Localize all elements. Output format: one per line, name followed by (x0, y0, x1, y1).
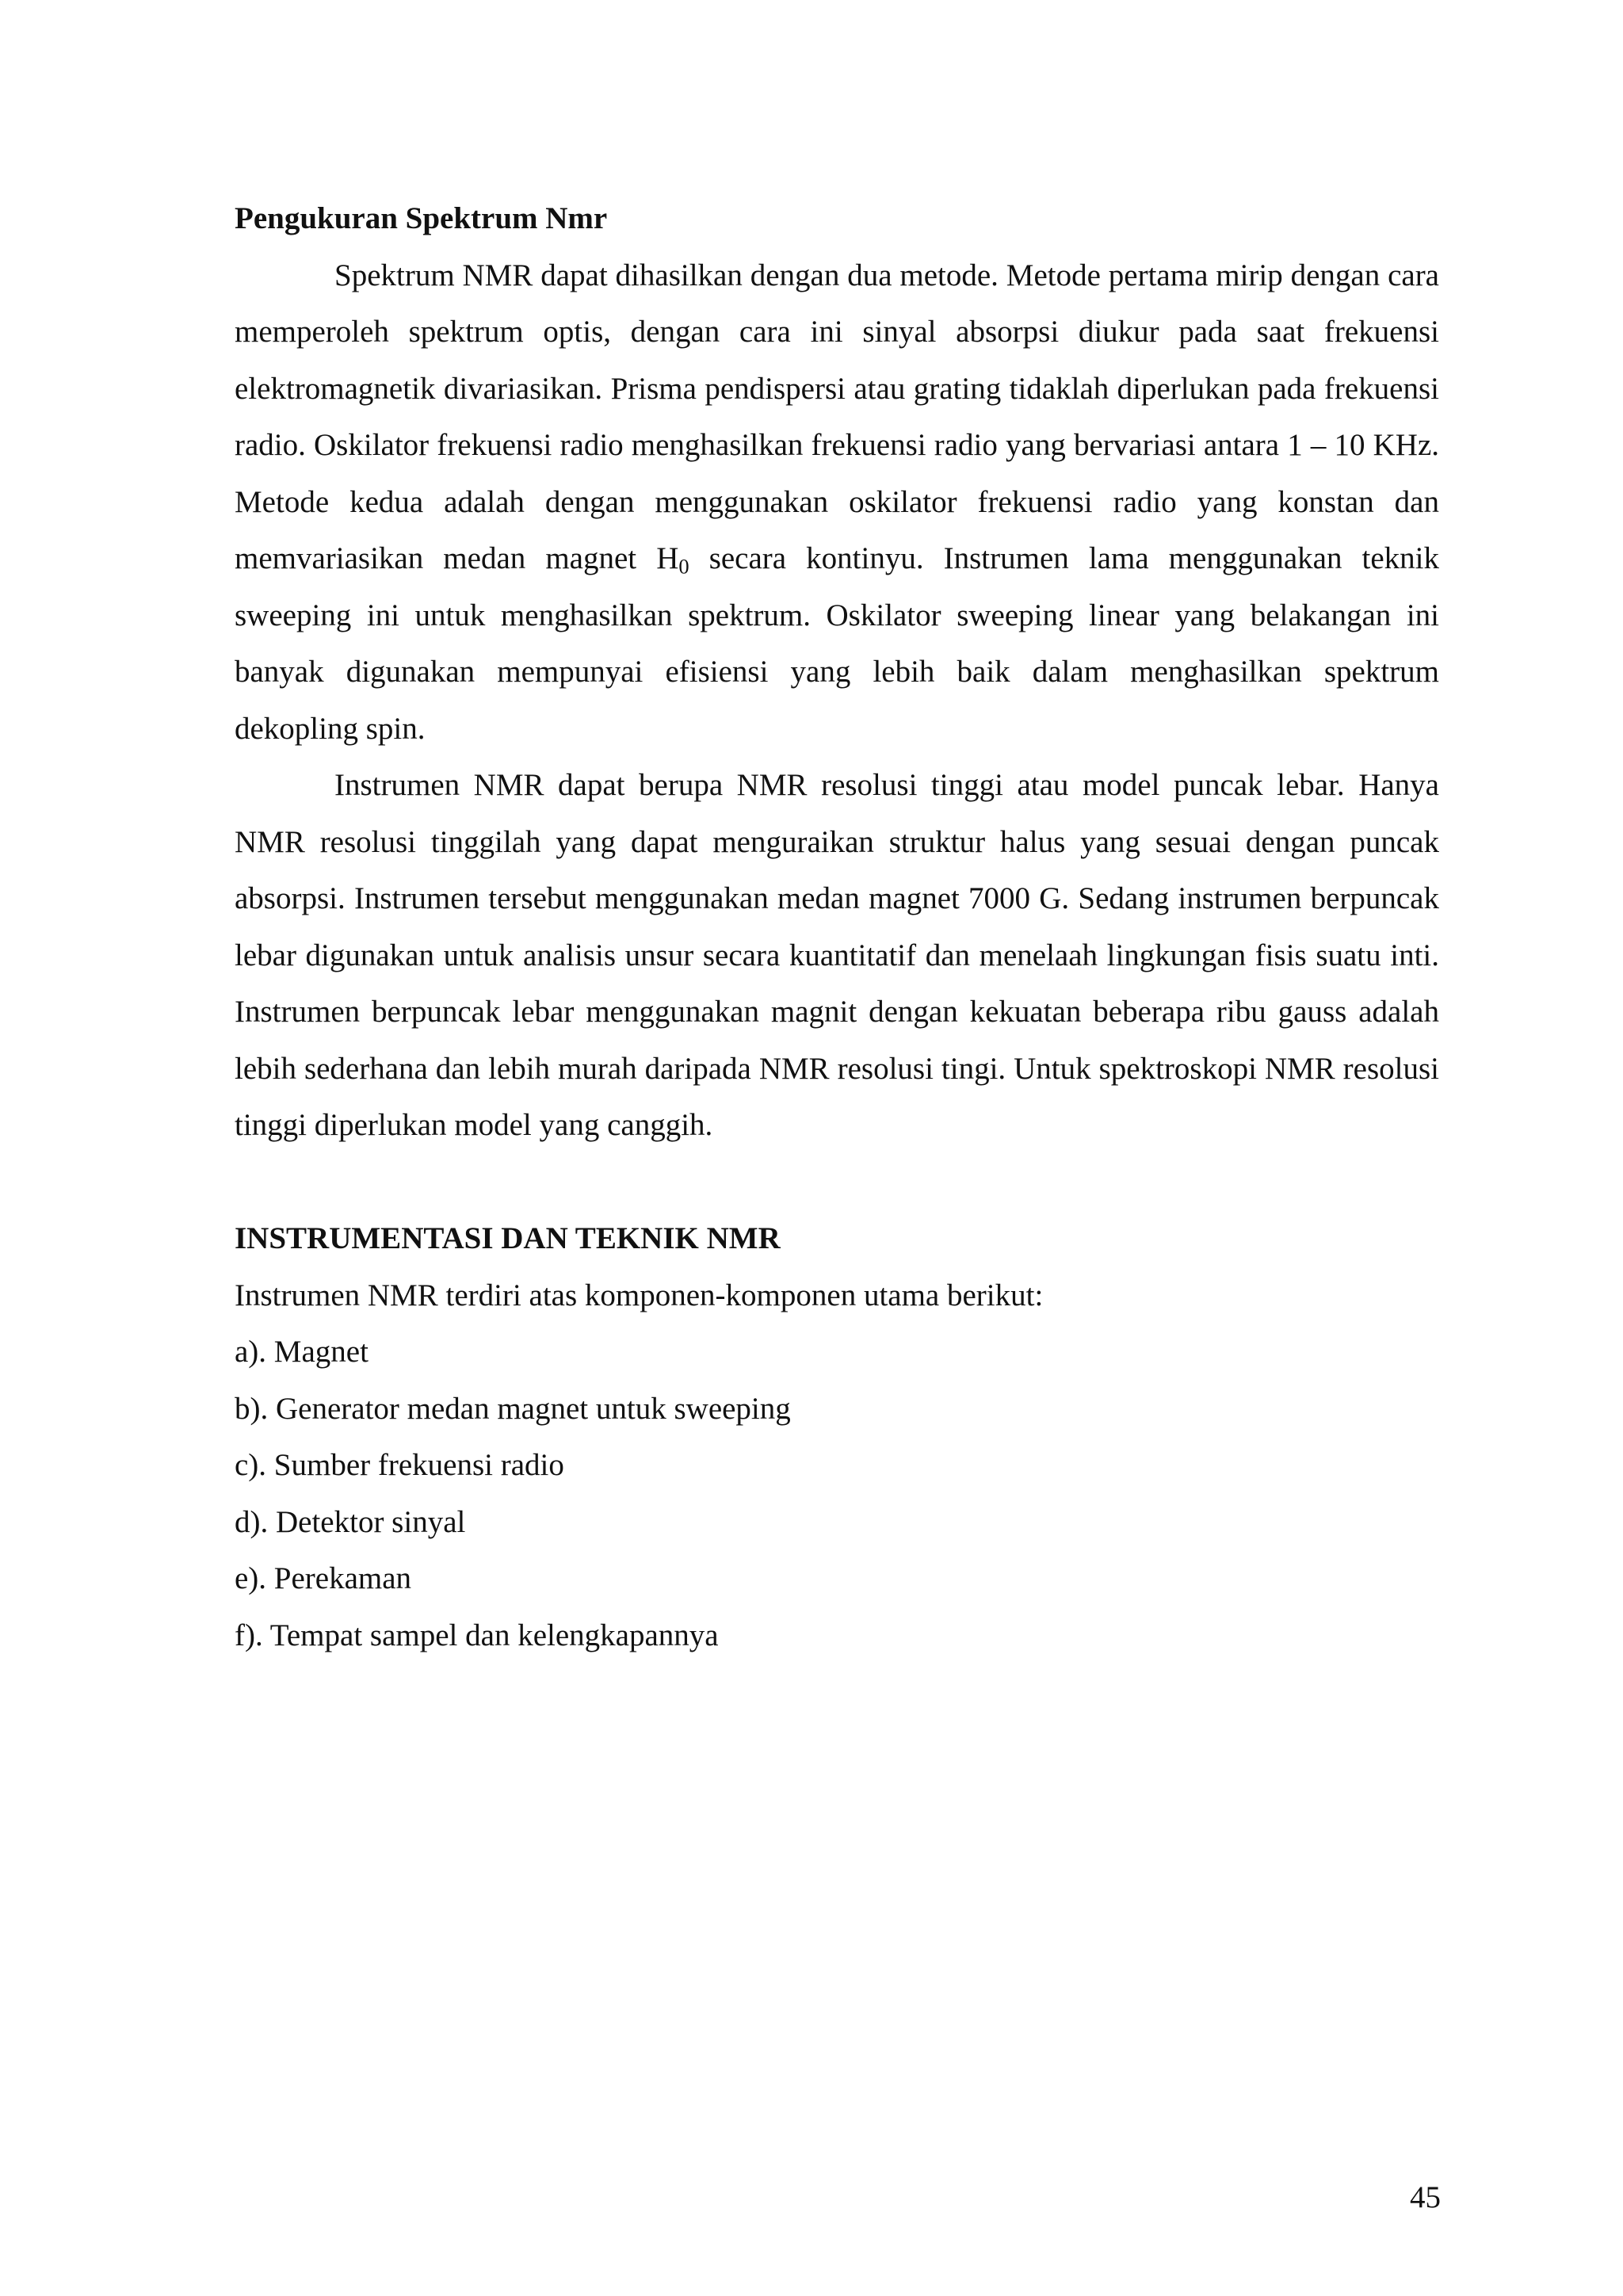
magnetic-field-symbol: H (656, 541, 679, 575)
list-item: f). Tempat sampel dan kelengkapannya (235, 1618, 719, 1652)
list-item: e). Perekaman (235, 1561, 412, 1595)
list-item: b). Generator medan magnet untuk sweeping (235, 1391, 791, 1426)
page-content (235, 190, 1439, 1664)
components-intro: Instrumen NMR terdiri atas komponen-komponen utama berikut: (235, 1278, 1044, 1312)
section-heading-pengukuran: Pengukuran Spektrum Nmr (235, 201, 608, 235)
list-item: c). Sumber frekuensi radio (235, 1448, 564, 1482)
paragraph-text-after-symbol: secara kontinyu. Instrumen lama menggunakan teknik sweeping ini untuk menghasilkan spektrum. Oskilator sweeping linear yang belakangan ini banyak digunakan mempunyai efisiensi yang lebih baik dalam menghasilkan spektrum dekopling spin. (235, 541, 1439, 746)
magnetic-field-subscript: 0 (678, 554, 689, 579)
page-number: 45 (1410, 2180, 1441, 2214)
section-heading-instrumentasi: INSTRUMENTASI DAN TEKNIK NMR (235, 1221, 781, 1255)
paragraph-spectrum-methods (235, 247, 1439, 758)
list-item: d). Detektor sinyal (235, 1504, 466, 1539)
paragraph-text-before-symbol: Spektrum NMR dapat dihasilkan dengan dua metode. Metode pertama mirip dengan cara memperoleh spektrum optis, dengan cara ini sinyal absorpsi diukur pada saat frekuensi elektromagnetik divariasikan. Prisma pendispersi atau grating tidaklah diperlukan pada frekuensi radio. Oskilator frekuensi radio menghasilkan frekuensi radio yang bervariasi antara 1 – 10 KHz. Metode kedua adalah dengan menggunakan oskilator frekuensi radio yang konstan dan memvariasikan medan magnet (235, 258, 1439, 575)
paragraph-instrument-types: Instrumen NMR dapat berupa NMR resolusi tinggi atau model puncak lebar. Hanya NMR resolusi tinggilah yang dapat menguraikan struktur halus yang sesuai dengan puncak absorpsi. Instrumen tersebut menggunakan medan magnet 7000 G. Sedang instrumen berpuncak lebar digunakan untuk analisis unsur secara kuantitatif dan menelaah lingkungan fisis suatu inti. Instrumen berpuncak lebar menggunakan magnit dengan kekuatan beberapa ribu gauss adalah lebih sederhana dan lebih murah daripada NMR resolusi tingi. Untuk spektroskopi NMR resolusi tinggi diperlukan model yang canggih. (235, 768, 1439, 1142)
list-item: a). Magnet (235, 1335, 369, 1369)
components-list (235, 1324, 1439, 1664)
section-spacer (235, 1154, 1439, 1211)
